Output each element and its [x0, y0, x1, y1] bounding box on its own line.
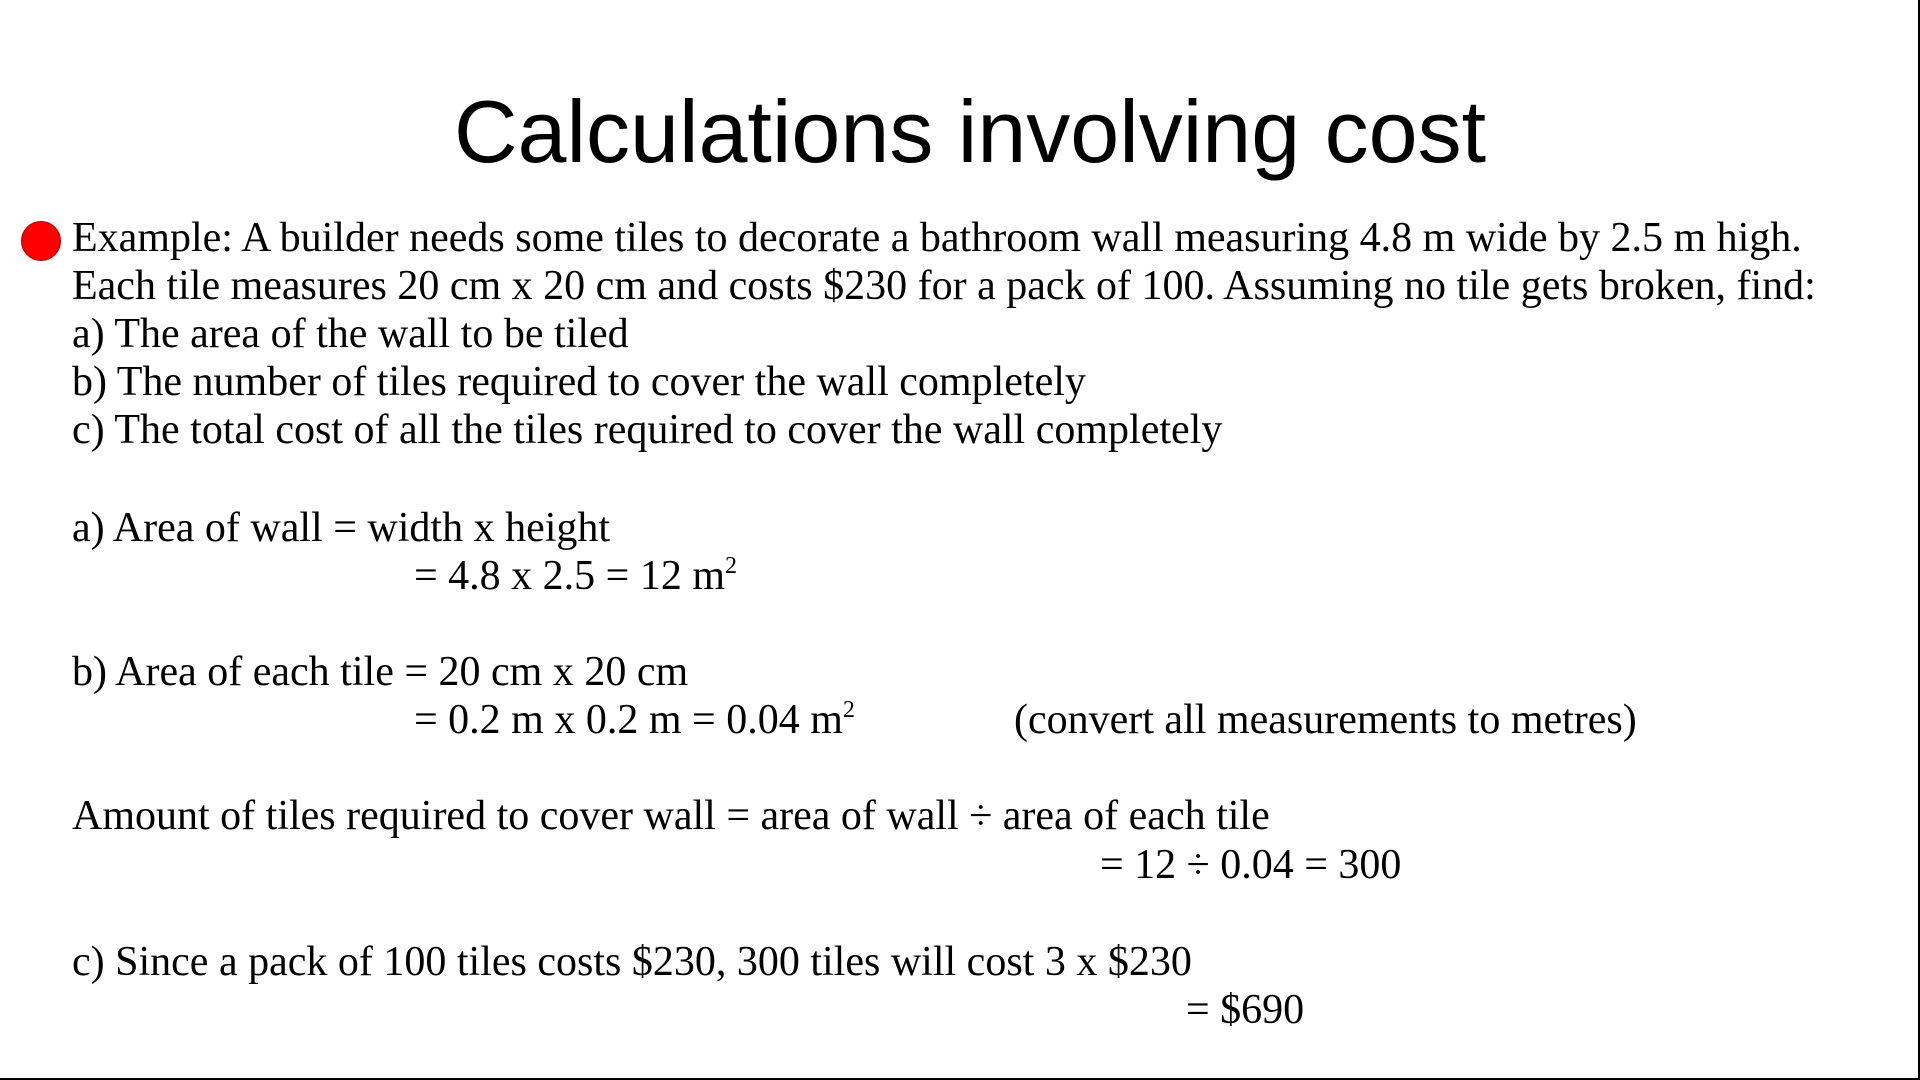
question-part-a: a) The area of the wall to be tiled: [72, 311, 629, 357]
tiles-required-line-1: Amount of tiles required to cover wall = area of wall ÷ area of each tile: [72, 793, 1270, 839]
tiles-required-line-2: = 12 ÷ 0.04 = 300: [1100, 842, 1402, 888]
squared-superscript: 2: [725, 553, 738, 579]
solution-b-line-2: [414, 696, 855, 744]
question-part-c: c) The total cost of all the tiles required to cover the wall completely: [72, 407, 1223, 453]
question-part-b: b) The number of tiles required to cover the wall completely: [72, 359, 1086, 405]
solution-a-line-2-text: = 4.8 x 2.5 = 12 m: [414, 553, 726, 599]
question-line-1: Example: A builder needs some tiles to decorate a bathroom wall measuring 4.8 m wide by 2.5 m high.: [72, 215, 1802, 261]
solution-c-line-2: = $690: [1186, 987, 1305, 1033]
red-circle-bullet-icon: [21, 221, 61, 261]
question-line-2: Each tile measures 20 cm x 20 cm and costs $230 for a pack of 100. Assuming no tile gets broken, find:: [72, 263, 1816, 309]
solution-a-line-2: [414, 552, 737, 600]
squared-superscript: 2: [842, 697, 855, 723]
conversion-note: (convert all measurements to metres): [1014, 697, 1637, 743]
solution-b-line-2-text: = 0.2 m x 0.2 m = 0.04 m: [414, 697, 843, 743]
solution-b-line-1: b) Area of each tile = 20 cm x 20 cm: [72, 649, 689, 695]
solution-a-line-1: a) Area of wall = width x height: [72, 505, 611, 551]
slide-title: Calculations involving cost: [453, 82, 1487, 181]
solution-c-line-1: c) Since a pack of 100 tiles costs $230, 300 tiles will cost 3 x $230: [72, 939, 1192, 985]
